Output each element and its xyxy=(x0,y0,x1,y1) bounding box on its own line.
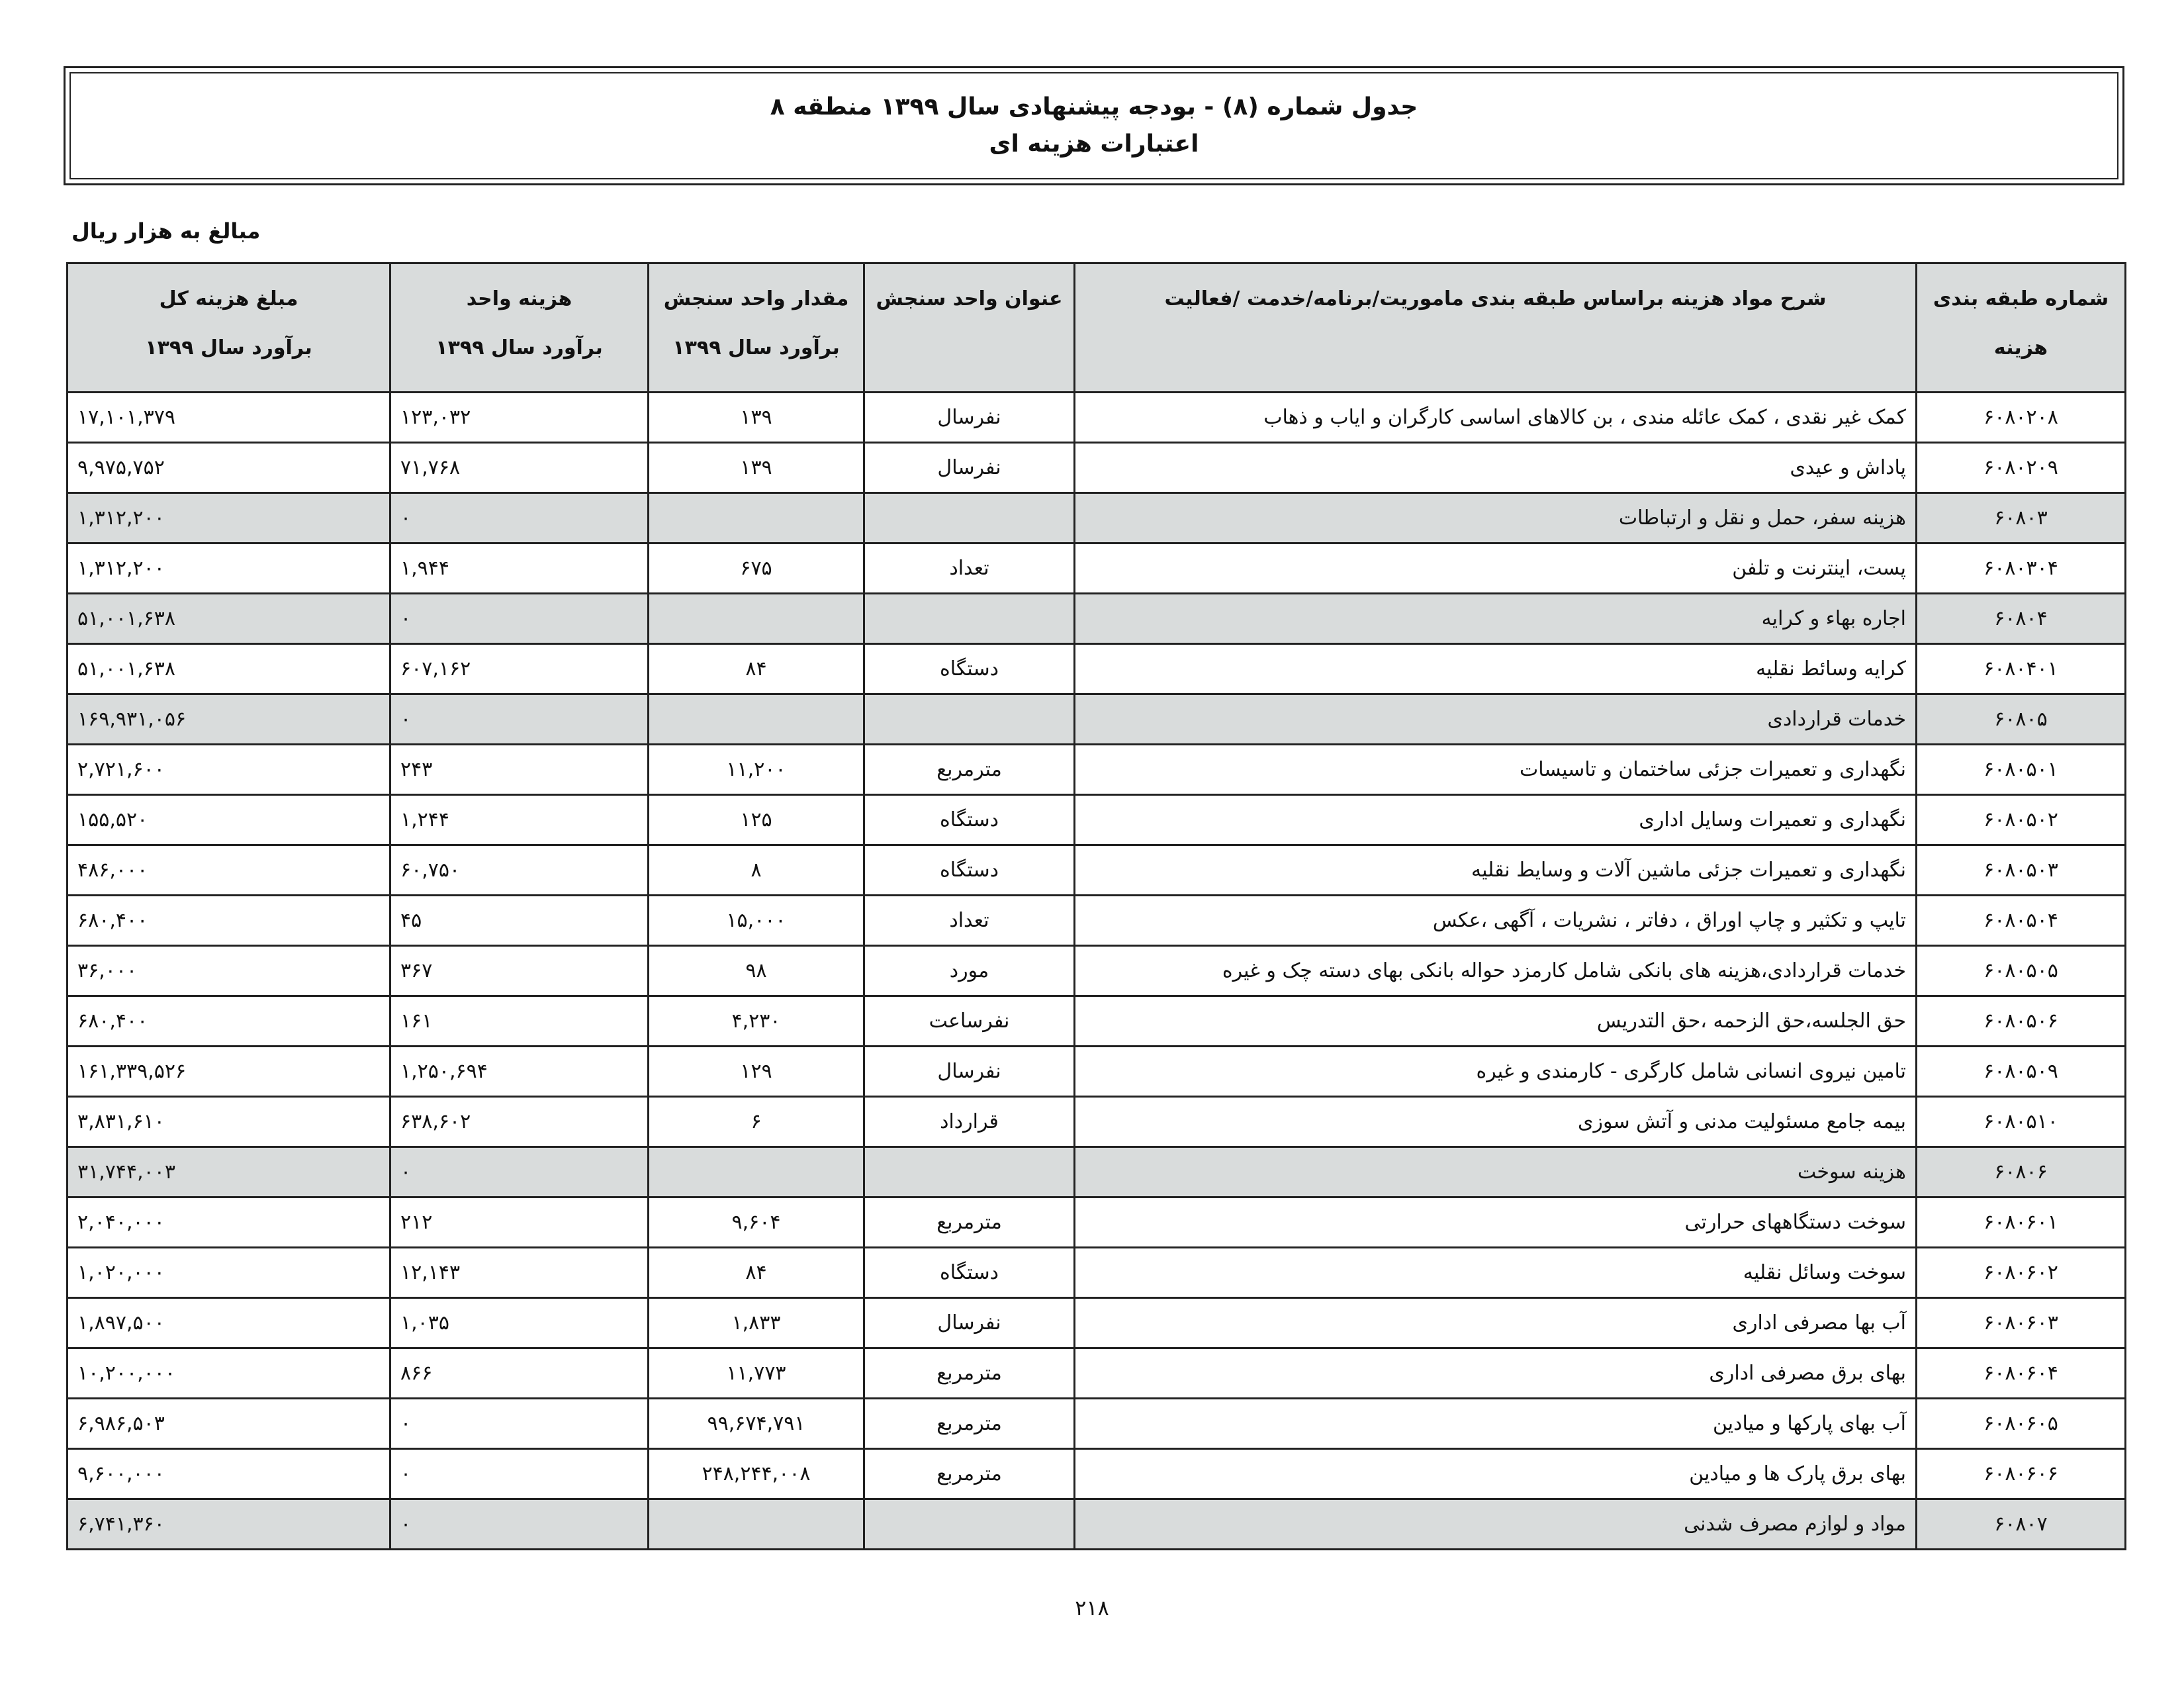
cell-code: ۶۰۸۰۴ xyxy=(1917,594,2126,644)
cell-unit-cost: ۱,۲۵۰,۶۹۴ xyxy=(390,1047,649,1097)
cell-unit: نفرسال xyxy=(864,393,1075,443)
cell-unit: تعداد xyxy=(864,543,1075,594)
document-subtitle: اعتبارات هزینه ای xyxy=(989,130,1199,158)
cell-total: ۹,۶۰۰,۰۰۰ xyxy=(68,1449,390,1499)
header-description-line1: شرح مواد هزینه براساس طبقه بندی ماموریت/برنامه/خدمت /فعالیت xyxy=(1164,287,1827,310)
cell-total: ۱۵۵,۵۲۰ xyxy=(68,795,390,845)
cell-code: ۶۰۸۰۵۱۰ xyxy=(1917,1097,2126,1147)
header-total-line2: برآورد سال ۱۳۹۹ xyxy=(145,336,312,359)
page-number: ۲۱۸ xyxy=(1075,1595,1109,1620)
table-row xyxy=(68,1248,2126,1298)
cell-code: ۶۰۸۰۷ xyxy=(1917,1499,2126,1550)
table-group-row xyxy=(68,694,2126,745)
cell-quantity: ۶۷۵ xyxy=(649,543,864,594)
cell-unit xyxy=(864,493,1075,543)
cell-description: بیمه جامع مسئولیت مدنی و آتش سوزی xyxy=(1075,1097,1917,1147)
cell-total: ۱,۰۲۰,۰۰۰ xyxy=(68,1248,390,1298)
cell-description: پست، اینترنت و تلفن xyxy=(1075,543,1917,594)
cell-unit-cost: ۴۵ xyxy=(390,896,649,946)
cell-total: ۱۷,۱۰۱,۳۷۹ xyxy=(68,393,390,443)
cell-unit-cost: ۲۴۳ xyxy=(390,745,649,795)
cell-code: ۶۰۸۰۶۰۴ xyxy=(1917,1348,2126,1399)
cell-description: تایپ و تکثیر و چاپ اوراق ، دفاتر ، نشریات ، آگهی ،عکس xyxy=(1075,896,1917,946)
table-row xyxy=(68,393,2126,443)
header-code-line1: شماره طبقه بندی xyxy=(1933,287,2109,310)
cell-unit-cost: ۱,۹۴۴ xyxy=(390,543,649,594)
table-row xyxy=(68,946,2126,996)
table-row xyxy=(68,1399,2126,1449)
cell-quantity: ۲۴۸,۲۴۴,۰۰۸ xyxy=(649,1449,864,1499)
table-row xyxy=(68,443,2126,493)
cell-total: ۶,۷۴۱,۳۶۰ xyxy=(68,1499,390,1550)
cell-quantity: ۹۹,۶۷۴,۷۹۱ xyxy=(649,1399,864,1449)
table-row xyxy=(68,1348,2126,1399)
cell-unit-cost: ۰ xyxy=(390,594,649,644)
cell-unit: دستگاه xyxy=(864,1248,1075,1298)
cell-code: ۶۰۸۰۵۰۹ xyxy=(1917,1047,2126,1097)
cell-description: کمک غیر نقدی ، کمک عائله مندی ، بن کالاهای اساسی کارگران و ایاب و ذهاب xyxy=(1075,393,1917,443)
header-quantity-line2: برآورد سال ۱۳۹۹ xyxy=(672,336,840,359)
cell-code: ۶۰۸۰۴۰۱ xyxy=(1917,644,2126,694)
cell-total: ۱,۳۱۲,۲۰۰ xyxy=(68,493,390,543)
cell-total: ۶۸۰,۴۰۰ xyxy=(68,896,390,946)
table-header-row xyxy=(68,263,2126,393)
cell-code: ۶۰۸۰۳ xyxy=(1917,493,2126,543)
cell-quantity xyxy=(649,694,864,745)
cell-description: مواد و لوازم مصرف شدنی xyxy=(1075,1499,1917,1550)
cell-unit-cost: ۰ xyxy=(390,1499,649,1550)
cell-description: حق الجلسه،حق الزحمه ،حق التدریس xyxy=(1075,996,1917,1047)
cell-unit-cost: ۸۶۶ xyxy=(390,1348,649,1399)
cell-unit-cost: ۶۰,۷۵۰ xyxy=(390,845,649,896)
cell-quantity: ۴,۲۳۰ xyxy=(649,996,864,1047)
header-unit-cost-line1: هزینه واحد xyxy=(466,287,572,310)
cell-code: ۶۰۸۰۵ xyxy=(1917,694,2126,745)
table-group-row xyxy=(68,1147,2126,1197)
cell-unit-cost: ۶۰۷,۱۶۲ xyxy=(390,644,649,694)
table-row xyxy=(68,1047,2126,1097)
cell-unit-cost: ۰ xyxy=(390,493,649,543)
cell-unit-cost: ۲۱۲ xyxy=(390,1197,649,1248)
table-row xyxy=(68,1298,2126,1348)
header-description xyxy=(1075,263,1917,393)
cell-code: ۶۰۸۰۶۰۱ xyxy=(1917,1197,2126,1248)
cell-quantity xyxy=(649,594,864,644)
cell-code: ۶۰۸۰۶۰۳ xyxy=(1917,1298,2126,1348)
cell-description: سوخت وسائل نقلیه xyxy=(1075,1248,1917,1298)
cell-unit: نفرسال xyxy=(864,1298,1075,1348)
cell-unit-cost: ۱۶۱ xyxy=(390,996,649,1047)
cell-total: ۱,۳۱۲,۲۰۰ xyxy=(68,543,390,594)
cell-quantity: ۱۲۹ xyxy=(649,1047,864,1097)
cell-code: ۶۰۸۰۲۰۹ xyxy=(1917,443,2126,493)
cell-unit-cost: ۰ xyxy=(390,1399,649,1449)
cell-quantity: ۱۳۹ xyxy=(649,393,864,443)
cell-unit-cost: ۷۱,۷۶۸ xyxy=(390,443,649,493)
cell-unit: مترمربع xyxy=(864,1197,1075,1248)
cell-quantity: ۱۵,۰۰۰ xyxy=(649,896,864,946)
cell-unit: دستگاه xyxy=(864,845,1075,896)
cell-description: سوخت دستگاههای حرارتی xyxy=(1075,1197,1917,1248)
header-unit-cost-line2: برآورد سال ۱۳۹۹ xyxy=(435,336,603,359)
cell-code: ۶۰۸۰۶۰۶ xyxy=(1917,1449,2126,1499)
cell-description: کرایه وسائط نقلیه xyxy=(1075,644,1917,694)
cell-total: ۲,۰۴۰,۰۰۰ xyxy=(68,1197,390,1248)
cell-description: آب بها مصرفی اداری xyxy=(1075,1298,1917,1348)
cell-code: ۶۰۸۰۲۰۸ xyxy=(1917,393,2126,443)
cell-total: ۱۶۹,۹۳۱,۰۵۶ xyxy=(68,694,390,745)
cell-total: ۶,۹۸۶,۵۰۳ xyxy=(68,1399,390,1449)
cell-unit: مترمربع xyxy=(864,1449,1075,1499)
currency-unit-note: مبالغ به هزار ریال xyxy=(71,218,261,244)
cell-quantity: ۶ xyxy=(649,1097,864,1147)
cell-unit: نفرساعت xyxy=(864,996,1075,1047)
cell-code: ۶۰۸۰۵۰۳ xyxy=(1917,845,2126,896)
header-code-line2: هزینه xyxy=(1993,336,2048,359)
cell-total: ۳,۸۳۱,۶۱۰ xyxy=(68,1097,390,1147)
cell-total: ۴۸۶,۰۰۰ xyxy=(68,845,390,896)
cell-unit xyxy=(864,1147,1075,1197)
table-row xyxy=(68,1449,2126,1499)
cell-quantity xyxy=(649,1147,864,1197)
table-row xyxy=(68,1097,2126,1147)
cell-unit-cost: ۰ xyxy=(390,694,649,745)
title-box-inner xyxy=(69,72,2118,179)
cell-unit-cost: ۱۲۳,۰۳۲ xyxy=(390,393,649,443)
title-box xyxy=(64,66,2124,185)
cell-code: ۶۰۸۰۶۰۵ xyxy=(1917,1399,2126,1449)
table-row xyxy=(68,644,2126,694)
cell-unit: قرارداد xyxy=(864,1097,1075,1147)
cell-unit: نفرسال xyxy=(864,443,1075,493)
cell-code: ۶۰۸۰۵۰۴ xyxy=(1917,896,2126,946)
cell-total: ۶۸۰,۴۰۰ xyxy=(68,996,390,1047)
cell-unit xyxy=(864,1499,1075,1550)
header-unit-cost xyxy=(390,263,649,393)
table-row xyxy=(68,845,2126,896)
cell-total: ۱۶۱,۳۳۹,۵۲۶ xyxy=(68,1047,390,1097)
cell-unit xyxy=(864,594,1075,644)
table-row xyxy=(68,795,2126,845)
header-unit-title-line1: عنوان واحد سنجش xyxy=(876,287,1063,310)
cell-unit: دستگاه xyxy=(864,644,1075,694)
cell-total: ۱,۸۹۷,۵۰۰ xyxy=(68,1298,390,1348)
cell-code: ۶۰۸۰۵۰۶ xyxy=(1917,996,2126,1047)
cell-unit-cost: ۱۲,۱۴۳ xyxy=(390,1248,649,1298)
cell-quantity: ۱۲۵ xyxy=(649,795,864,845)
header-code xyxy=(1917,263,2126,393)
cell-unit-cost: ۰ xyxy=(390,1147,649,1197)
cell-total: ۵۱,۰۰۱,۶۳۸ xyxy=(68,644,390,694)
cell-total: ۱۰,۲۰۰,۰۰۰ xyxy=(68,1348,390,1399)
cell-code: ۶۰۸۰۵۰۱ xyxy=(1917,745,2126,795)
cell-code: ۶۰۸۰۶۰۲ xyxy=(1917,1248,2126,1298)
cell-total: ۹,۹۷۵,۷۵۲ xyxy=(68,443,390,493)
cell-unit: مترمربع xyxy=(864,1399,1075,1449)
header-total-line1: مبلغ هزینه کل xyxy=(159,287,298,310)
header-quantity xyxy=(649,263,864,393)
cell-unit: تعداد xyxy=(864,896,1075,946)
table-group-row xyxy=(68,1499,2126,1550)
cell-quantity: ۱۳۹ xyxy=(649,443,864,493)
cell-quantity: ۹,۶۰۴ xyxy=(649,1197,864,1248)
cell-description: نگهداری و تعمیرات جزئی ساختمان و تاسیسات xyxy=(1075,745,1917,795)
cell-description: تامین نیروی انسانی شامل کارگری - کارمندی و غیره xyxy=(1075,1047,1917,1097)
cell-description: آب بهای پارکها و میادین xyxy=(1075,1399,1917,1449)
cell-description: پاداش و عیدی xyxy=(1075,443,1917,493)
cell-quantity: ۱۱,۷۷۳ xyxy=(649,1348,864,1399)
cell-code: ۶۰۸۰۶ xyxy=(1917,1147,2126,1197)
cell-unit: مترمربع xyxy=(864,745,1075,795)
cell-quantity: ۸۴ xyxy=(649,644,864,694)
cell-quantity: ۱,۸۳۳ xyxy=(649,1298,864,1348)
cell-unit: مترمربع xyxy=(864,1348,1075,1399)
cell-unit-cost: ۶۳۸,۶۰۲ xyxy=(390,1097,649,1147)
cell-quantity: ۹۸ xyxy=(649,946,864,996)
cell-quantity xyxy=(649,1499,864,1550)
table-row xyxy=(68,896,2126,946)
cell-unit-cost: ۱,۰۳۵ xyxy=(390,1298,649,1348)
cell-quantity: ۸۴ xyxy=(649,1248,864,1298)
table-group-row xyxy=(68,493,2126,543)
cell-unit xyxy=(864,694,1075,745)
cell-description: بهای برق مصرفی اداری xyxy=(1075,1348,1917,1399)
cell-total: ۳۱,۷۴۴,۰۰۳ xyxy=(68,1147,390,1197)
cell-unit: مورد xyxy=(864,946,1075,996)
cell-unit: نفرسال xyxy=(864,1047,1075,1097)
cell-description: خدمات قراردادی xyxy=(1075,694,1917,745)
cell-code: ۶۰۸۰۳۰۴ xyxy=(1917,543,2126,594)
cell-quantity xyxy=(649,493,864,543)
table-row xyxy=(68,745,2126,795)
document-title: جدول شماره (۸) - بودجه پیشنهادی سال ۱۳۹۹ منطقه ۸ xyxy=(770,93,1418,120)
cell-unit-cost: ۳۶۷ xyxy=(390,946,649,996)
cell-total: ۵۱,۰۰۱,۶۳۸ xyxy=(68,594,390,644)
cell-description: نگهداری و تعمیرات وسایل اداری xyxy=(1075,795,1917,845)
header-total xyxy=(68,263,390,393)
header-unit-title xyxy=(864,263,1075,393)
table-row xyxy=(68,543,2126,594)
budget-table xyxy=(66,262,2126,1550)
cell-total: ۳۶,۰۰۰ xyxy=(68,946,390,996)
cell-description: خدمات قراردادی،هزینه های بانکی شامل کارمزد حواله بانکی بهای دسته چک و غیره xyxy=(1075,946,1917,996)
cell-code: ۶۰۸۰۵۰۵ xyxy=(1917,946,2126,996)
cell-unit: دستگاه xyxy=(864,795,1075,845)
table-group-row xyxy=(68,594,2126,644)
cell-quantity: ۸ xyxy=(649,845,864,896)
budget-table-body xyxy=(68,393,2126,1550)
cell-quantity: ۱۱,۲۰۰ xyxy=(649,745,864,795)
cell-total: ۲,۷۲۱,۶۰۰ xyxy=(68,745,390,795)
cell-description: بهای برق پارک ها و میادین xyxy=(1075,1449,1917,1499)
cell-description: اجاره بهاء و کرایه xyxy=(1075,594,1917,644)
table-row xyxy=(68,996,2126,1047)
cell-description: نگهداری و تعمیرات جزئی ماشین آلات و وسایط نقلیه xyxy=(1075,845,1917,896)
cell-description: هزینه سفر، حمل و نقل و ارتباطات xyxy=(1075,493,1917,543)
cell-unit-cost: ۰ xyxy=(390,1449,649,1499)
cell-unit-cost: ۱,۲۴۴ xyxy=(390,795,649,845)
header-quantity-line1: مقدار واحد سنجش xyxy=(663,287,849,310)
cell-code: ۶۰۸۰۵۰۲ xyxy=(1917,795,2126,845)
table-row xyxy=(68,1197,2126,1248)
cell-description: هزینه سوخت xyxy=(1075,1147,1917,1197)
